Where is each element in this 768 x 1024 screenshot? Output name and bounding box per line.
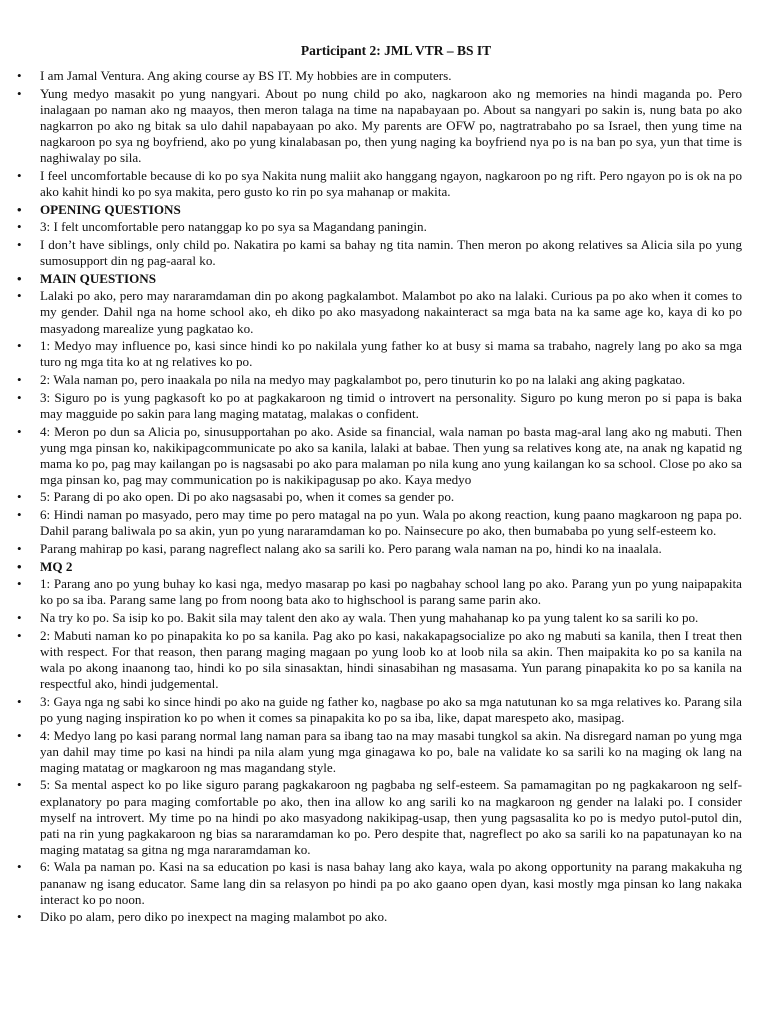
list-item: • Na try ko po. Sa isip ko po. Bakit sila may talent den ako ay wala. Then yung mahahanap ko pa yung talent ko sa sarili ko po. xyxy=(40,610,742,626)
list-item: • 5: Parang di po ako open. Di po ako nagsasabi po, when it comes sa gender po. xyxy=(40,489,742,505)
list-item: • 4: Meron po dun sa Alicia po, sinusupportahan po ako. Aside sa financial, wala naman po basta mag-aral lang ako ng mabuti. Then yung mga pinsan ko, nakikipagcommunicate po ako sa kanila, lalaki at babae. Then yung sa relatives kong ate, na anak ng kapatid ng mama ko po, pag may kailangan po is nagsasabi po ako para malaman po nila kung ano yung kailangan ko sa school. Close po ako sa mga pinsan ko, pag may communication po is nakikipagusap po ako. Kaya medyo xyxy=(40,424,742,488)
list-item: • 5: Sa mental aspect ko po like siguro parang pagkakaroon ng pagbaba ng self-esteem. Sa pamamagitan po ng pagkakaroon ng self-explanatory po para maging comfortable po ako, then ina allow ko ang sarili ko na magkaroon ng gender na lalaki po. I consider myself na introvert. My time po na hindi po ako masyadong nakikipag-usap, then yung pagsasalita ko po is medyo putol-putol din, pati na rin yung pagkakaroon ng bias sa nararamdaman ko po. Pero despite that, nagreflect po ako sa sarili ko na papatunayan ko na maging matatag sa gitna ng mga nararamdaman ko. xyxy=(40,777,742,857)
list-item: • 1: Medyo may influence po, kasi since hindi ko po nakilala yung father ko at busy si mama sa trabaho, nagrely lang po ako sa mga turo ng mga tita ko at ng relatives ko po. xyxy=(40,338,742,370)
list-item: • 2: Mabuti naman ko po pinapakita ko po sa kanila. Pag ako po kasi, nakakapagsocialize po ako ng mabuti sa kanila, then I treat then with respect. For that reason, then parang maging magaan po yung loob ko at loob nila sa akin. Then maipakita ko po sa kanila na wala po akong inaanong tao, hindi ko po sila sinasaktan, hindi sinasabihan ng masasama. Yun parang pinapakita ko po sa kanila na respectful ako, hindi judgemental. xyxy=(40,628,742,692)
list-item: • 4: Medyo lang po kasi parang normal lang naman para sa ibang tao na may masabi tungkol sa akin. Na disregard naman po yung mga yan dahil may time po kasi na hindi pa nila alam yung mga ginagawa ko po, bale na validate ko sa sarili ko na maging ok lang na maging matatag or magkaroon ng mas magandang style. xyxy=(40,728,742,776)
list-item: • Yung medyo masakit po yung nangyari. About po nung child po ako, nagkaroon ako ng memories na hindi maganda po. Pero inalagaan po naman ako ng maayos, then meron talaga na time na napabayaan po. About sa nangyari po sakin is, nung bata po ako nagkarron po ako ng bitak sa ulo dahil napabayaan po ako. My parents are OFW po, nagtratrabaho po sa Israel, then yung time na nagkaroon po sya ng boyfriend, ako po yung kinalabasan po, then yung naging ka boyfriend nya po is na ban po sya, yun that time is naghiwalay po sila. xyxy=(40,86,742,166)
section-heading: • MQ 2 xyxy=(40,559,742,575)
list-item: • 3: Siguro po is yung pagkasoft ko po at pagkakaroon ng timid o introvert na personality. Siguro po kung meron po si papa is baka may magguide po sakin para lang maging matatag, malakas o confident. xyxy=(40,390,742,422)
section-heading: • OPENING QUESTIONS xyxy=(40,202,742,218)
list-item: • 6: Wala pa naman po. Kasi na sa education po kasi is nasa bahay lang ako kaya, wala po akong opportunity na parang makakuha ng pananaw ng isang educator. Same lang din sa relasyon po hindi pa po ako gaano open dyan, kasi mostly mga pinsan ko lang nakaka interact ko po noon. xyxy=(40,859,742,907)
list-item: • 2: Wala naman po, pero inaakala po nila na medyo may pagkalambot po, pero tinuturin ko po na lalaki ang aking pagkatao. xyxy=(40,372,742,388)
list-item: • 3: Gaya nga ng sabi ko since hindi po ako na guide ng father ko, nagbase po ako sa mga natutunan ko sa mga relatives ko. Parang sila po yung naging inspiration ko po when it comes sa pinapakita ko po sa iba, like, dapat marespeto ako, masipag. xyxy=(40,694,742,726)
list-item: • 6: Hindi naman po masyado, pero may time po pero matagal na po yun. Wala po akong reaction, kung paano magkaroon ng papa po. Dahil parang baliwala po sa akin, yun po yung nararamdaman ko po. Nainsecure po ako, then bumababa po yung self-esteem ko. xyxy=(40,507,742,539)
list-item: • 3: I felt uncomfortable pero natanggap ko po sya sa Magandang paningin. xyxy=(40,219,742,235)
list-item: • Parang mahirap po kasi, parang nagreflect nalang ako sa sarili ko. Pero parang wala naman na po, hindi ko na inaalala. xyxy=(40,541,742,557)
list-item: • 1: Parang ano po yung buhay ko kasi nga, medyo masarap po kasi po nagbahay school lang po ako. Parang yun po yung naipapakita ko po sa iba. Parang same lang po from noong bata ako to highschool is parang same parin ako. xyxy=(40,576,742,608)
list-item: • I am Jamal Ventura. Ang aking course ay BS IT. My hobbies are in computers. xyxy=(40,68,742,84)
section-heading: • MAIN QUESTIONS xyxy=(40,271,742,287)
list-item: • Diko po alam, pero diko po inexpect na maging malambot po ako. xyxy=(40,909,742,925)
bullet-list xyxy=(40,68,742,925)
document-title: Participant 2: JML VTR – BS IT xyxy=(300,43,492,58)
list-item: • I feel uncomfortable because di ko po sya Nakita nung maliit ako hanggang ngayon, nagkaroon po ng rift. Pero ngayon po is ok na po ako kahit hindi ko po sya makita, pero gusto ko rin po sya mahanap or makita. xyxy=(40,168,742,200)
list-item: • I don’t have siblings, only child po. Nakatira po kami sa bahay ng tita namin. Then meron po akong relatives sa Alicia sila po yung sumosupport din ng pag-aaral ko. xyxy=(40,237,742,269)
list-item: • Lalaki po ako, pero may nararamdaman din po akong pagkalambot. Malambot po ako na lalaki. Curious pa po ako when it comes to my gender. Dahil nga na home school ako, eh diko po ako masyadong nakainteract sa mga bata na ka same age ko, kaya di ko po masyadong marealize yung pagkatao ko. xyxy=(40,288,742,336)
